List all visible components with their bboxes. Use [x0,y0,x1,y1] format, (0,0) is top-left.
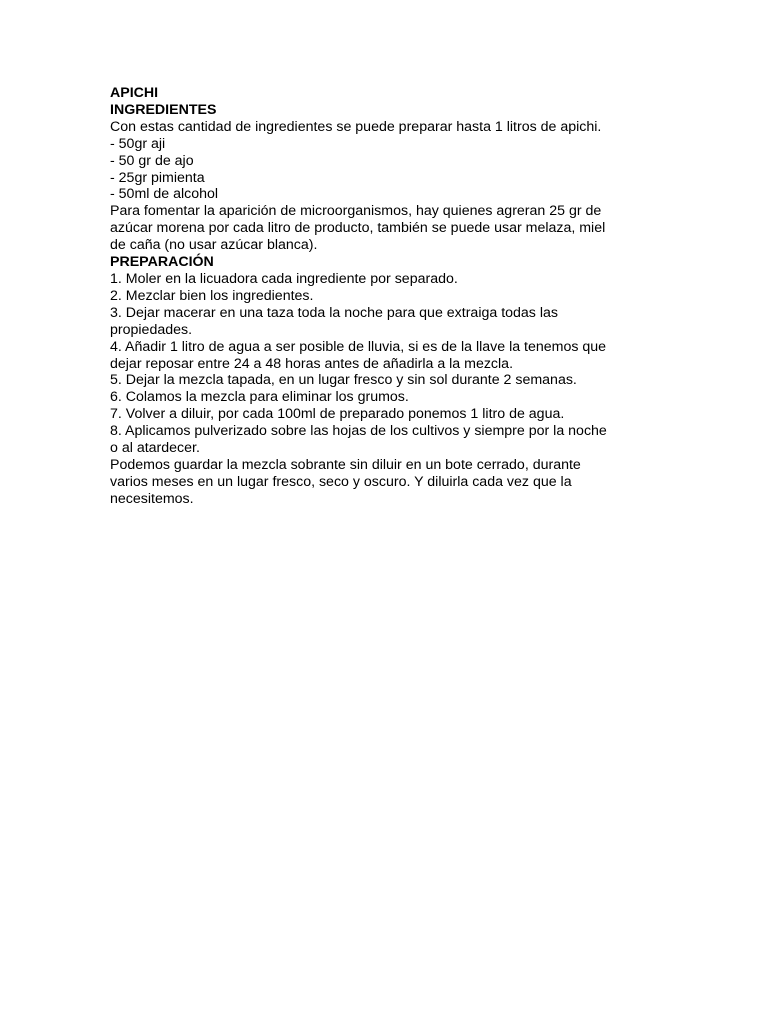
step-line: 7. Volver a diluir, por cada 100ml de preparado ponemos 1 litro de agua. [110,406,565,423]
closing-line: Podemos guardar la mezcla sobrante sin diluir en un bote cerrado, durante [110,456,581,473]
ingredients-heading: INGREDIENTES [110,101,217,118]
step-line: 3. Dejar macerar en una taza toda la noche para que extraiga todas las [110,304,558,321]
step-line: 6. Colamos la mezcla para eliminar los grumos. [110,389,409,406]
step-line: 1. Moler en la licuadora cada ingrediente por separado. [110,270,458,287]
ingredient-item: - 50 gr de ajo [110,152,194,169]
note-line: Para fomentar la aparición de microorganismos, hay quienes agreran 25 gr de [110,203,602,220]
step-line: propiedades. [110,321,193,338]
ingredient-item: - 50gr aji [110,135,166,152]
step-line: 8. Aplicamos pulverizado sobre las hojas de los cultivos y siempre por la noche [110,423,607,440]
note-line: azúcar morena por cada litro de producto, también se puede usar melaza, miel [110,220,606,237]
ingredient-item: - 50ml de alcohol [110,186,219,203]
closing-line: necesitemos. [110,490,194,507]
document-title: APICHI [110,85,159,101]
preparation-heading: PREPARACIÓN [110,254,214,271]
document-page [110,85,670,508]
step-line: 2. Mezclar bien los ingredientes. [110,287,314,304]
ingredient-item: - 25gr pimienta [110,169,205,186]
note-line: de caña (no usar azúcar blanca). [110,237,318,254]
closing-line: varios meses en un lugar fresco, seco y oscuro. Y diluirla cada vez que la [110,473,572,490]
step-line: o al atardecer. [110,440,200,457]
step-line: dejar reposar entre 24 a 48 horas antes de añadirla a la mezcla. [110,355,514,372]
step-line: 5. Dejar la mezcla tapada, en un lugar fresco y sin sol durante 2 semanas. [110,372,577,389]
step-line: 4. Añadir 1 litro de agua a ser posible de lluvia, si es de la llave la tenemos que [110,338,607,355]
intro-text: Con estas cantidad de ingredientes se puede preparar hasta 1 litros de apichi. [110,118,602,135]
